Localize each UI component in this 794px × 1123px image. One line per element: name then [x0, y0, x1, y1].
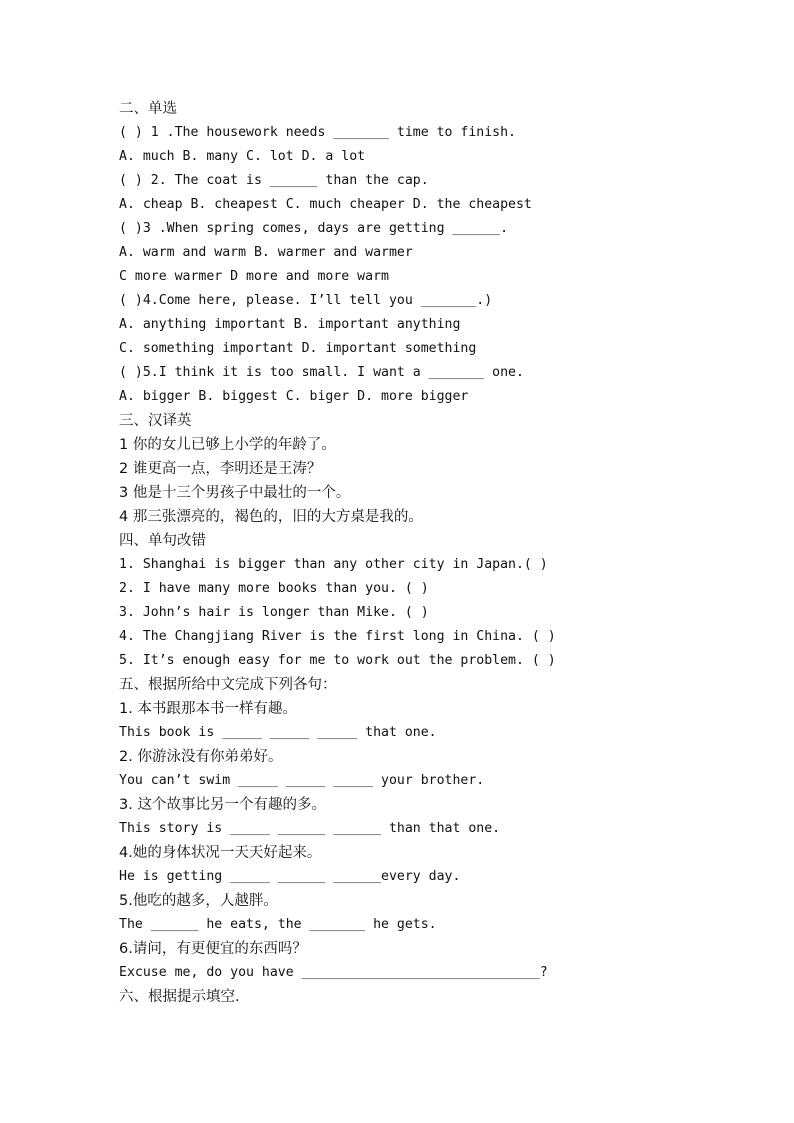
question-line: This story is _____ ______ ______ than that one.	[119, 821, 501, 836]
question-line: 3. John’s hair is longer than Mike. ( )	[119, 605, 429, 620]
question-line: The ______ he eats, the _______ he gets.	[119, 917, 437, 932]
question-line: ( )5.I think it is too small. I want a _______ one.	[119, 365, 524, 380]
worksheet-content	[119, 97, 759, 1009]
question-line: C more warmer D more and more warm	[119, 269, 389, 284]
question-line: 4.她的身体状况一天天好起来。	[119, 845, 322, 861]
question-line: ( )3 .When spring comes, days are getting ______.	[119, 221, 509, 236]
question-line: 2. I have many more books than you. ( )	[119, 581, 429, 596]
question-line: 2. 你游泳没有你弟弟好。	[119, 749, 283, 765]
question-line: A. cheap B. cheapest C. much cheaper D. the cheapest	[119, 197, 532, 212]
section-heading: 五、根据所给中文完成下列各句：	[119, 677, 337, 693]
question-line: 1. 本书跟那本书一样有趣。	[119, 701, 297, 717]
question-line: 4 那三张漂亮的，褐色的，旧的大方桌是我的。	[119, 509, 423, 525]
question-line: A. anything important B. important anything	[119, 317, 461, 332]
question-line: 6.请问，有更便宜的东西吗？	[119, 941, 307, 957]
section-heading: 四、单句改错	[119, 533, 206, 549]
section-heading: 六、根据提示填空.	[119, 989, 240, 1005]
question-line: ( ) 1 .The housework needs _______ time to finish.	[119, 125, 516, 140]
question-line: He is getting _____ ______ ______every day.	[119, 869, 461, 884]
question-line: 2 谁更高一点，李明还是王涛？	[119, 461, 322, 477]
question-line: 4. The Changjiang River is the first long in China. ( )	[119, 629, 556, 644]
question-line: ( )4.Come here, please. I’ll tell you _______.)	[119, 293, 493, 308]
question-line: Excuse me, do you have ______________________________?	[119, 965, 548, 980]
question-line: A. bigger B. biggest C. biger D. more bigger	[119, 389, 469, 404]
section-heading: 二、单选	[119, 101, 177, 117]
question-line: ( ) 2. The coat is ______ than the cap.	[119, 173, 429, 188]
question-line: A. warm and warm B. warmer and warmer	[119, 245, 413, 260]
question-line: 1 你的女儿已够上小学的年龄了。	[119, 437, 336, 453]
question-line: 5.他吃的越多，人越胖。	[119, 893, 278, 909]
section-heading: 三、汉译英	[119, 413, 192, 429]
question-line: A. much B. many C. lot D. a lot	[119, 149, 366, 164]
question-line: C. something important D. important something	[119, 341, 477, 356]
question-line: 3 他是十三个男孩子中最壮的一个。	[119, 485, 351, 501]
question-line: 5. It’s enough easy for me to work out the problem. ( )	[119, 653, 556, 668]
question-line: This book is _____ _____ _____ that one.	[119, 725, 437, 740]
question-line: You can’t swim _____ _____ _____ your brother.	[119, 773, 485, 788]
question-line: 1. Shanghai is bigger than any other city in Japan.( )	[119, 557, 548, 572]
question-line: 3. 这个故事比另一个有趣的多。	[119, 797, 326, 813]
